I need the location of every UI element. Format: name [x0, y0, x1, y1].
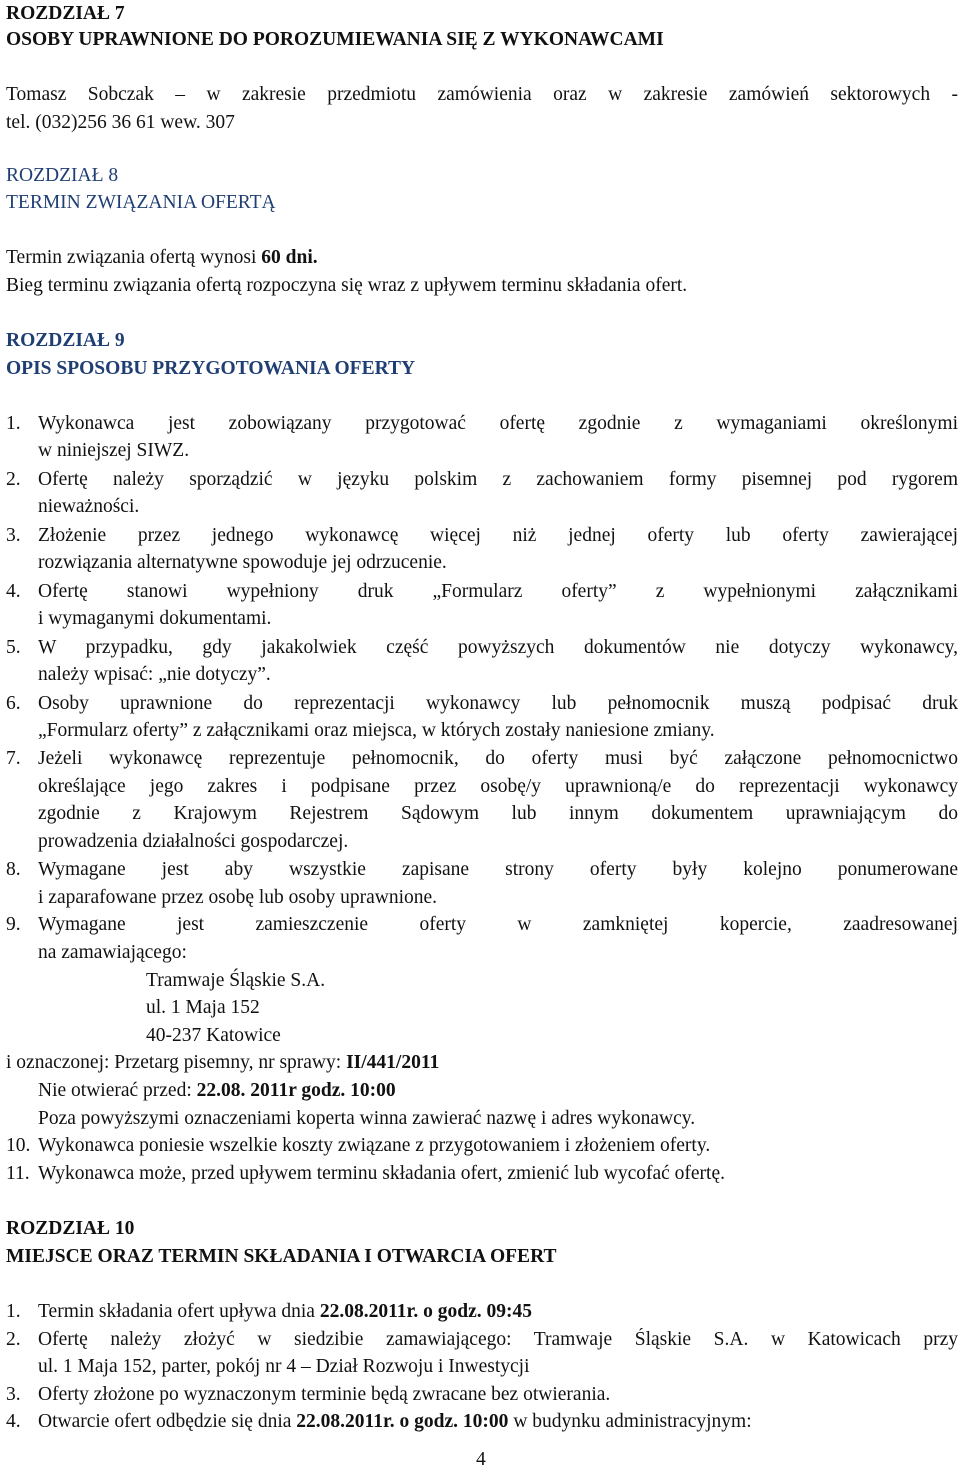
- envelope-marking: [6, 1051, 439, 1075]
- chapter-8-binding-start: Bieg terminu związania ofertą rozpoczyna się wraz z upływem terminu składania ofert.: [6, 275, 688, 296]
- list-item-line: Wykonawca poniesie wszelkie koszty związane z przygotowaniem i złożeniem oferty.: [38, 1135, 711, 1156]
- list-item-line: określające jego zakres i podpisane przez osobę/y uprawnioną/e do reprezentacji wykonawcy: [38, 776, 958, 797]
- list-item-line: Jeżeli wykonawcę reprezentuje pełnomocnik, do oferty musi być załączone pełnomocnictwo: [38, 748, 958, 769]
- chapter-9-title: ROZDZIAŁ 9: [6, 330, 125, 351]
- list-item-number: 11.: [6, 1163, 30, 1184]
- chapter-10-subtitle: MIEJSCE ORAZ TERMIN SKŁADANIA I OTWARCIA OFERT: [6, 1246, 557, 1267]
- deadline-text: Termin składania ofert upływa dnia: [38, 1301, 320, 1322]
- list-item-line: Osoby uprawnione do reprezentacji wykonawcy lub pełnomocnik muszą podpisać druk: [38, 693, 958, 714]
- page-number: 4: [476, 1449, 486, 1470]
- deadline-date: 22.08.2011r. o godz. 09:45: [319, 1301, 533, 1322]
- list-item-line: na zamawiającego:: [38, 942, 187, 963]
- list-item-line: Wymagane jest zamieszczenie oferty w zamkniętej kopercie, zaadresowanej: [38, 914, 958, 935]
- list-item-number: 9.: [6, 914, 21, 935]
- opening-date: 22.08.2011r. o godz. 10:00: [296, 1411, 509, 1432]
- address-company: Tramwaje Śląskie S.A.: [146, 970, 326, 991]
- chapter-10-title: ROZDZIAŁ 10: [6, 1218, 135, 1239]
- list-item-line: prowadzenia działalności gospodarczej.: [38, 831, 349, 852]
- list-item-number: 1.: [6, 1301, 21, 1322]
- list-item-line: Ofertę należy złożyć w siedzibie zamawiającego: Tramwaje Śląskie S.A. w Katowicach przy: [38, 1329, 958, 1350]
- list-item-line: Wykonawca może, przed upływem terminu składania ofert, zmienić lub wycofać ofertę.: [38, 1163, 726, 1184]
- chapter-7-contact-line: Tomasz Sobczak – w zakresie przedmiotu zamówienia oraz w zakresie zamówień sektorowych -: [6, 84, 958, 105]
- case-number: II/441/2011: [346, 1052, 440, 1073]
- list-item-number: 1.: [6, 413, 21, 434]
- binding-period-text: Termin związania ofertą wynosi: [6, 247, 262, 268]
- list-item-line: Ofertę stanowi wypełniony druk „Formularz oferty” z wypełnionymi załącznikami: [38, 581, 958, 602]
- do-not-open-text: Nie otwierać przed:: [38, 1080, 197, 1101]
- list-item-line: rozwiązania alternatywne spowoduje jej odrzucenie.: [38, 552, 447, 573]
- list-item-line: należy wpisać: „nie dotyczy”.: [38, 664, 271, 685]
- envelope-marking-text: i oznaczonej: Przetarg pisemny, nr sprawy:: [6, 1052, 347, 1073]
- list-item-number: 10.: [6, 1135, 31, 1156]
- chapter-7-phone-line: tel. (032)256 36 61 wew. 307: [6, 112, 235, 133]
- chapter-7-subtitle: OSOBY UPRAWNIONE DO POROZUMIEWANIA SIĘ Z WYKONAWCAMI: [6, 29, 664, 50]
- chapter-8-title: ROZDZIAŁ 8: [6, 165, 119, 186]
- do-not-open-line: [38, 1079, 396, 1103]
- list-item-line: W przypadku, gdy jakakolwiek część powyższych dokumentów nie dotyczy wykonawcy,: [38, 637, 958, 658]
- list-item-line: w niniejszej SIWZ.: [38, 440, 190, 461]
- chapter-9-subtitle: OPIS SPOSOBU PRZYGOTOWANIA OFERTY: [6, 358, 416, 379]
- list-item-line: Złożenie przez jednego wykonawcę więcej niż jednej oferty lub oferty zawierającej: [38, 525, 958, 546]
- chapter-7-title: ROZDZIAŁ 7: [6, 3, 125, 24]
- list-item-line: Oferty złożone po wyznaczonym terminie będą zwracane bez otwierania.: [38, 1384, 611, 1405]
- list-item-number: 8.: [6, 859, 21, 880]
- list-item-number: 3.: [6, 1384, 21, 1405]
- chapter-8-subtitle: TERMIN ZWIĄZANIA OFERTĄ: [6, 192, 276, 213]
- opening-place: w budynku administracyjnym:: [508, 1411, 752, 1432]
- opening-line: [38, 1410, 752, 1434]
- list-item-line: i zaparafowane przez osobę lub osoby uprawnione.: [38, 887, 438, 908]
- list-item-number: 6.: [6, 693, 21, 714]
- list-item-number: 7.: [6, 748, 21, 769]
- list-item-line: Wykonawca jest zobowiązany przygotować ofertę zgodnie z wymaganiami określonymi: [38, 413, 958, 434]
- list-item-number: 2.: [6, 1329, 21, 1350]
- list-item-number: 2.: [6, 469, 21, 490]
- chapter-8-binding-period: [6, 246, 318, 270]
- list-item-line: i wymaganymi dokumentami.: [38, 608, 272, 629]
- list-item-number: 5.: [6, 637, 21, 658]
- address-city: 40-237 Katowice: [146, 1025, 281, 1046]
- opening-text: Otwarcie ofert odbędzie się dnia: [38, 1411, 297, 1432]
- list-item-number: 3.: [6, 525, 21, 546]
- list-item-line: zgodnie z Krajowym Rejestrem Sądowym lub innym dokumentem uprawniającym do: [38, 803, 958, 824]
- list-item-line: Wymagane jest aby wszystkie zapisane strony oferty były kolejno ponumerowane: [38, 859, 958, 880]
- list-item-line: „Formularz oferty” z załącznikami oraz miejsca, w których zostały naniesione zmiany.: [38, 720, 715, 741]
- list-item-number: 4.: [6, 581, 21, 602]
- address-street: ul. 1 Maja 152: [146, 997, 260, 1018]
- list-item-line: Ofertę należy sporządzić w języku polskim z zachowaniem formy pisemnej pod rygorem: [38, 469, 958, 490]
- list-item-line: nieważności.: [38, 496, 140, 517]
- binding-period-days: 60 dni.: [261, 247, 318, 268]
- do-not-open-date: 22.08. 2011r godz. 10:00: [196, 1080, 396, 1101]
- envelope-note: Poza powyższymi oznaczeniami koperta winna zawierać nazwę i adres wykonawcy.: [38, 1108, 696, 1129]
- list-item-line: ul. 1 Maja 152, parter, pokój nr 4 – Dział Rozwoju i Inwestycji: [38, 1356, 530, 1377]
- deadline-line: [38, 1300, 532, 1324]
- list-item-number: 4.: [6, 1411, 21, 1432]
